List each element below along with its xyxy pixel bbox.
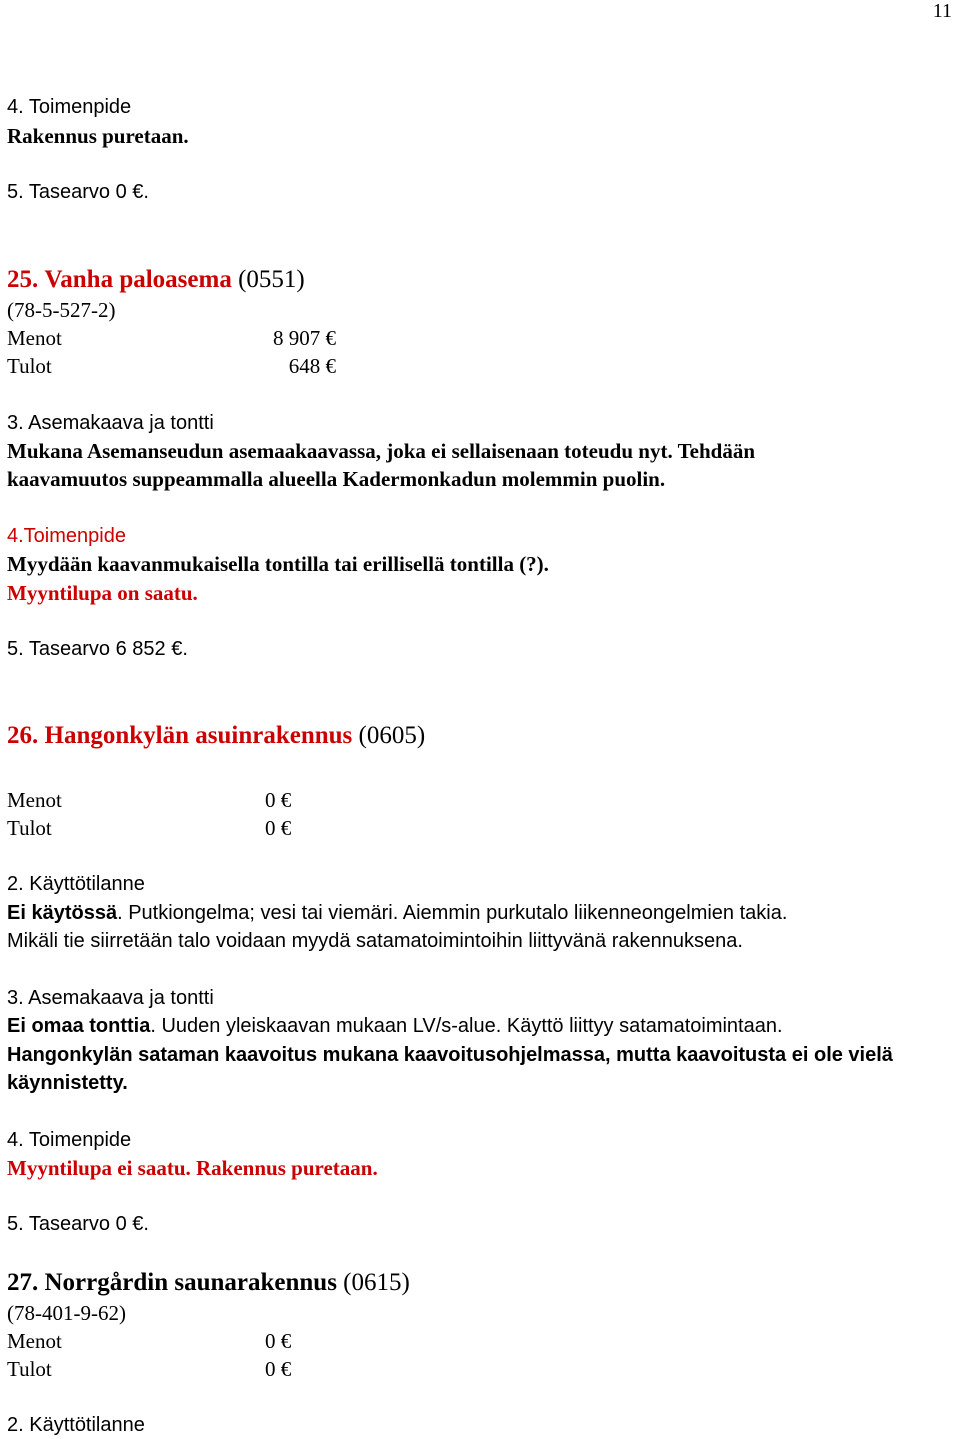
s26-kaytto-line1 [7,900,787,926]
s25-title [7,265,305,295]
s25-tulot-label: Tulot [7,354,52,378]
s27-kayttotilanne-heading: 2. Käyttötilanne [7,1414,145,1436]
s25-menot-value: 8 907 € [273,326,336,350]
s24-toimenpide-heading: 4. Toimenpide [7,96,132,118]
s26-kayttotilanne-heading: 2. Käyttötilanne [7,873,145,895]
s26-code: (0605) [358,722,426,749]
s26-tasearvo: 5. Tasearvo 0 €. [7,1213,149,1235]
s27-tulot-label: Tulot [7,1357,52,1381]
s25-asemakaava-line1: Mukana Asemanseudun asemaakaavassa, joka ei sellaisenaan toteudu nyt. Tehdään [7,439,756,463]
s25-number: 25. [7,266,39,293]
s26-menot-label: Menot [7,788,62,812]
s27-name: Norrgårdin saunarakennus [44,1269,337,1296]
page-number: 11 [932,0,952,22]
s26-toimenpide-text: Myyntilupa ei saatu. Rakennus puretaan. [7,1156,378,1180]
s25-tulot-value: 648 € [288,354,336,378]
s26-asemakaava-heading: 3. Asemakaava ja tontti [7,987,214,1009]
s26-tontti-details: . Uuden yleiskaavan mukaan LV/s-alue. Käyttö liittyy satamatoimintaan. [150,1015,783,1037]
s25-name: Vanha paloasema [44,266,232,293]
s25-asemakaava-heading: 3. Asemakaava ja tontti [7,412,214,434]
s27-tulot-value: 0 € [265,1357,292,1381]
s25-menot-label: Menot [7,326,62,350]
s26-menot-value: 0 € [265,788,292,812]
s26-kaytto-line2: Mikäli tie siirretään talo voidaan myydä satamatoimintoihin liittyvänä rakennuksena. [7,930,743,952]
s27-menot-value: 0 € [265,1329,292,1353]
s25-toimenpide-heading: 4.Toimenpide [7,525,126,547]
s27-property-id: (78-401-9-62) [7,1301,126,1325]
s26-name: Hangonkylän asuinrakennus [44,722,353,749]
s27-number: 27. [7,1269,39,1296]
s27-code: (0615) [343,1269,410,1296]
s26-kaytto-reason: . Putkiongelma; vesi tai viemäri. Aiemmin purkutalo liikenneongelmien takia. [117,902,788,924]
s26-kaavoitus-line1: Hangonkylän sataman kaavoitus mukana kaavoitusohjelmassa, mutta kaavoitusta ei ole vielä [7,1044,893,1066]
s25-tasearvo: 5. Tasearvo 6 852 €. [7,638,188,660]
s25-asemakaava-line2: kaavamuutos suppeammalla alueella Kadermonkadun molemmin puolin. [7,467,666,491]
s26-tulot-value: 0 € [265,816,292,840]
s27-title [7,1268,410,1298]
s25-toimenpide-text: Myydään kaavanmukaisella tontilla tai erillisellä tontilla (?). [7,552,549,576]
s26-number: 26. [7,722,39,749]
s24-tasearvo: 5. Tasearvo 0 €. [7,181,149,203]
s26-kaytto-status: Ei käytössä [7,902,118,924]
s26-kaavoitus-line2: käynnistetty. [7,1072,128,1094]
s26-tontti-line [7,1013,783,1039]
s25-property-id: (78-5-527-2) [7,298,116,322]
s25-code: (0551) [238,266,305,293]
s26-tulot-label: Tulot [7,816,52,840]
s26-toimenpide-heading: 4. Toimenpide [7,1129,132,1151]
s27-menot-label: Menot [7,1329,62,1353]
s24-toimenpide-text: Rakennus puretaan. [7,124,189,148]
s26-title [7,721,425,751]
s26-tontti-status: Ei omaa tonttia [7,1015,151,1037]
s25-myyntilupa: Myyntilupa on saatu. [7,581,198,605]
